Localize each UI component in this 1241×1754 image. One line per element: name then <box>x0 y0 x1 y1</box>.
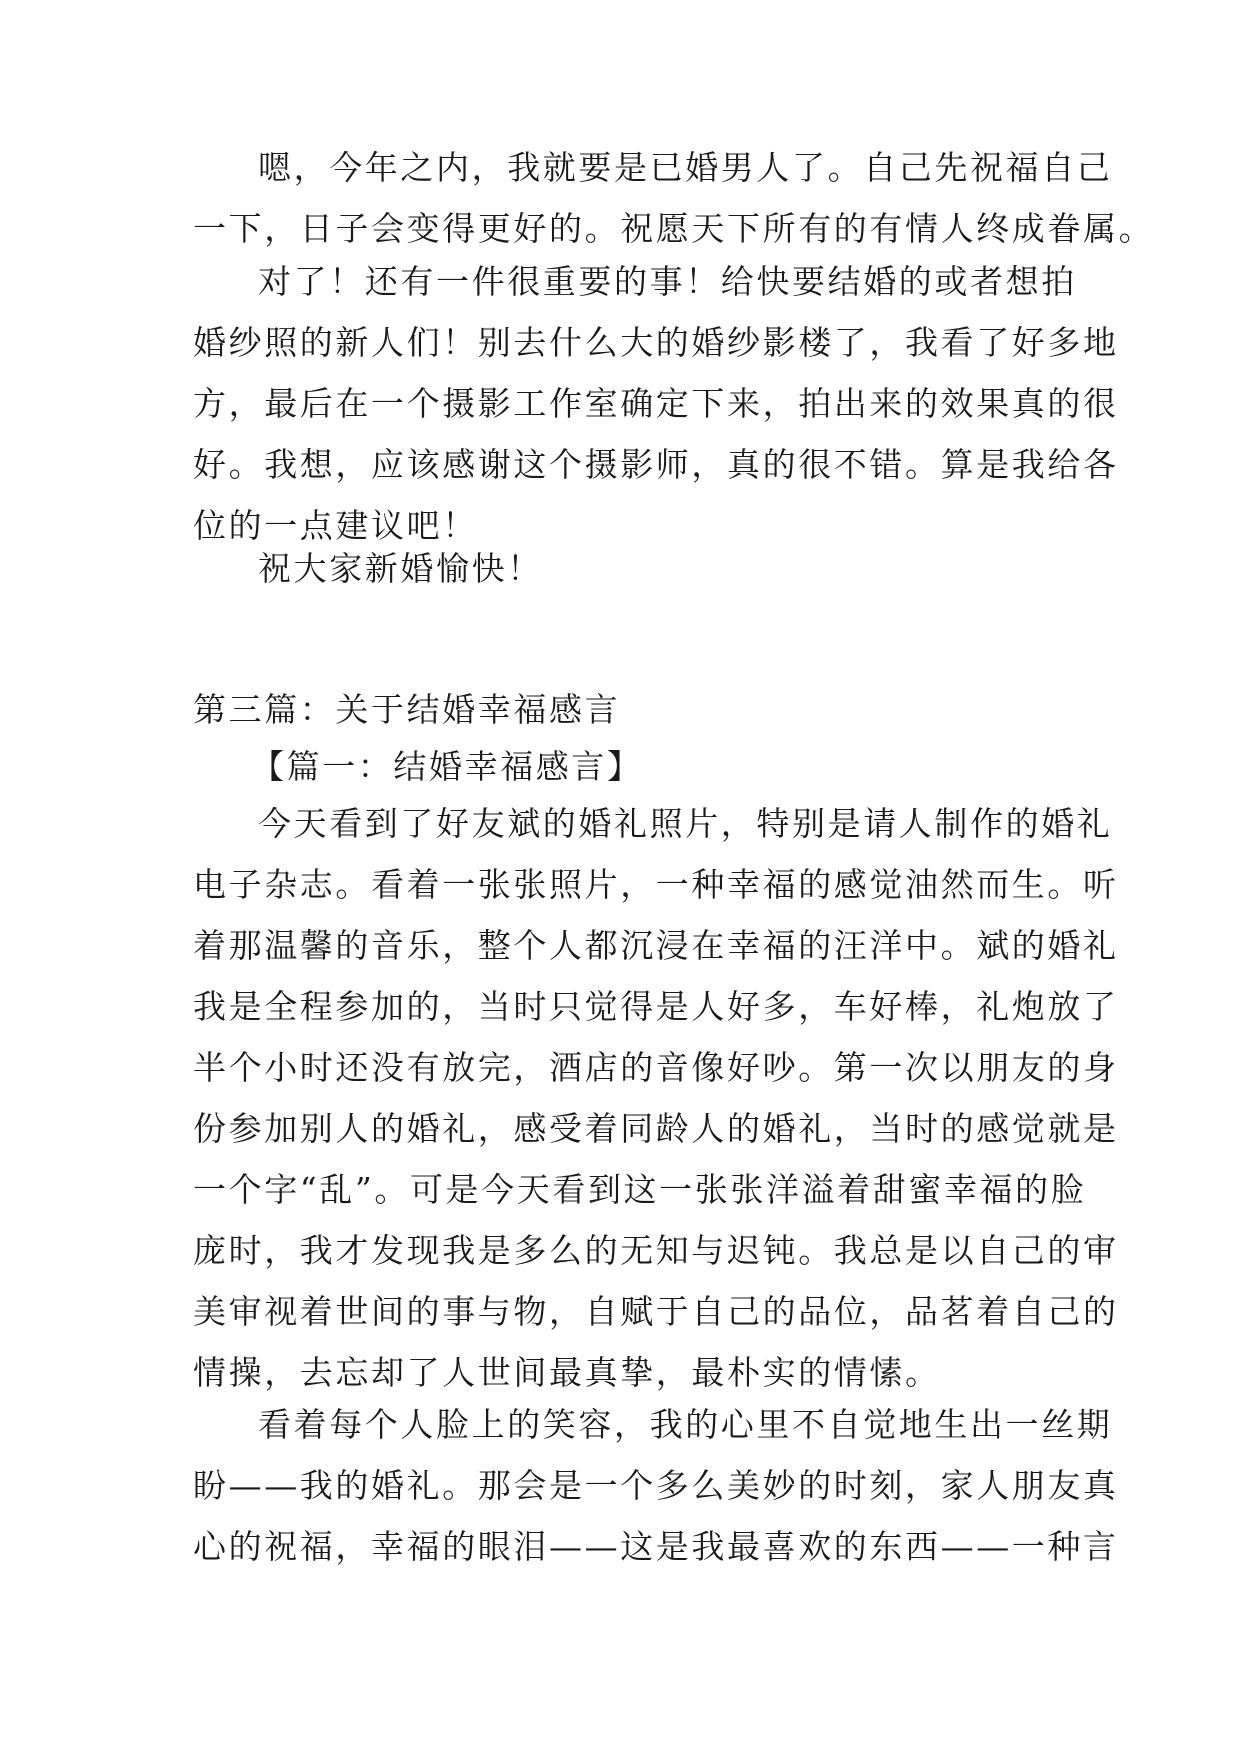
paragraph-5 <box>193 1394 1119 1577</box>
paragraph-4 <box>193 793 1119 1403</box>
paragraph-1 <box>193 137 1155 259</box>
paragraph-line: 对了！还有一件很重要的事！给快要结婚的或者想拍 <box>258 262 1077 301</box>
paragraph-line: 份参加别人的婚礼，感受着同龄人的婚礼，当时的感觉就是 <box>193 1109 1119 1148</box>
paragraph-2 <box>193 251 1119 556</box>
section-subtitle-text: 【篇一：结婚幸福感言】 <box>251 747 643 786</box>
paragraph-line: 一个字“乱”。可是今天看到这一张张洋溢着甜蜜幸福的脸 <box>193 1170 1087 1209</box>
section-title-text: 第三篇：关于结婚幸福感言 <box>193 690 621 729</box>
section-subtitle <box>193 736 1048 797</box>
paragraph-line: 一下，日子会变得更好的。祝愿天下所有的有情人终成眷属。 <box>193 209 1155 248</box>
paragraph-line: 情操，去忘却了人世间最真挚，最朴实的情愫。 <box>193 1353 941 1392</box>
paragraph-line: 半个小时还没有放完，酒店的音像好吵。第一次以朋友的身 <box>193 1048 1119 1087</box>
paragraph-line: 着那温馨的音乐，整个人都沉浸在幸福的汪洋中。斌的婚礼 <box>193 926 1119 965</box>
section-title <box>193 679 1048 740</box>
paragraph-line: 好。我想，应该感谢这个摄影师，真的很不错。算是我给各 <box>193 445 1119 484</box>
paragraph-line: 电子杂志。看着一张张照片，一种幸福的感觉油然而生。听 <box>193 865 1119 904</box>
paragraph-line: 方，最后在一个摄影工作室确定下来，拍出来的效果真的很 <box>193 384 1119 423</box>
paragraph-line: 美审视着世间的事与物，自赋于自己的品位，品茗着自己的 <box>193 1292 1119 1331</box>
paragraph-line: 心的祝福，幸福的眼泪——这是我最喜欢的东西——一种言 <box>193 1527 1119 1566</box>
paragraph-line: 位的一点建议吧！ <box>193 506 478 545</box>
paragraph-3 <box>193 538 1048 599</box>
paragraph-line: 庞时，我才发现我是多么的无知与迟钝。我总是以自己的审 <box>193 1231 1119 1270</box>
paragraph-line: 婚纱照的新人们！别去什么大的婚纱影楼了，我看了好多地 <box>193 323 1119 362</box>
paragraph-line: 盼——我的婚礼。那会是一个多么美妙的时刻，家人朋友真 <box>193 1466 1119 1505</box>
paragraph-line: 看着每个人脸上的笑容，我的心里不自觉地生出一丝期 <box>258 1405 1113 1444</box>
paragraph-line: 祝大家新婚愉快！ <box>258 549 543 588</box>
paragraph-line: 嗯，今年之内，我就要是已婚男人了。自己先祝福自己 <box>258 148 1113 187</box>
paragraph-line: 我是全程参加的，当时只觉得是人好多，车好棒，礼炮放了 <box>193 987 1119 1026</box>
paragraph-line: 今天看到了好友斌的婚礼照片，特别是请人制作的婚礼 <box>258 804 1113 843</box>
